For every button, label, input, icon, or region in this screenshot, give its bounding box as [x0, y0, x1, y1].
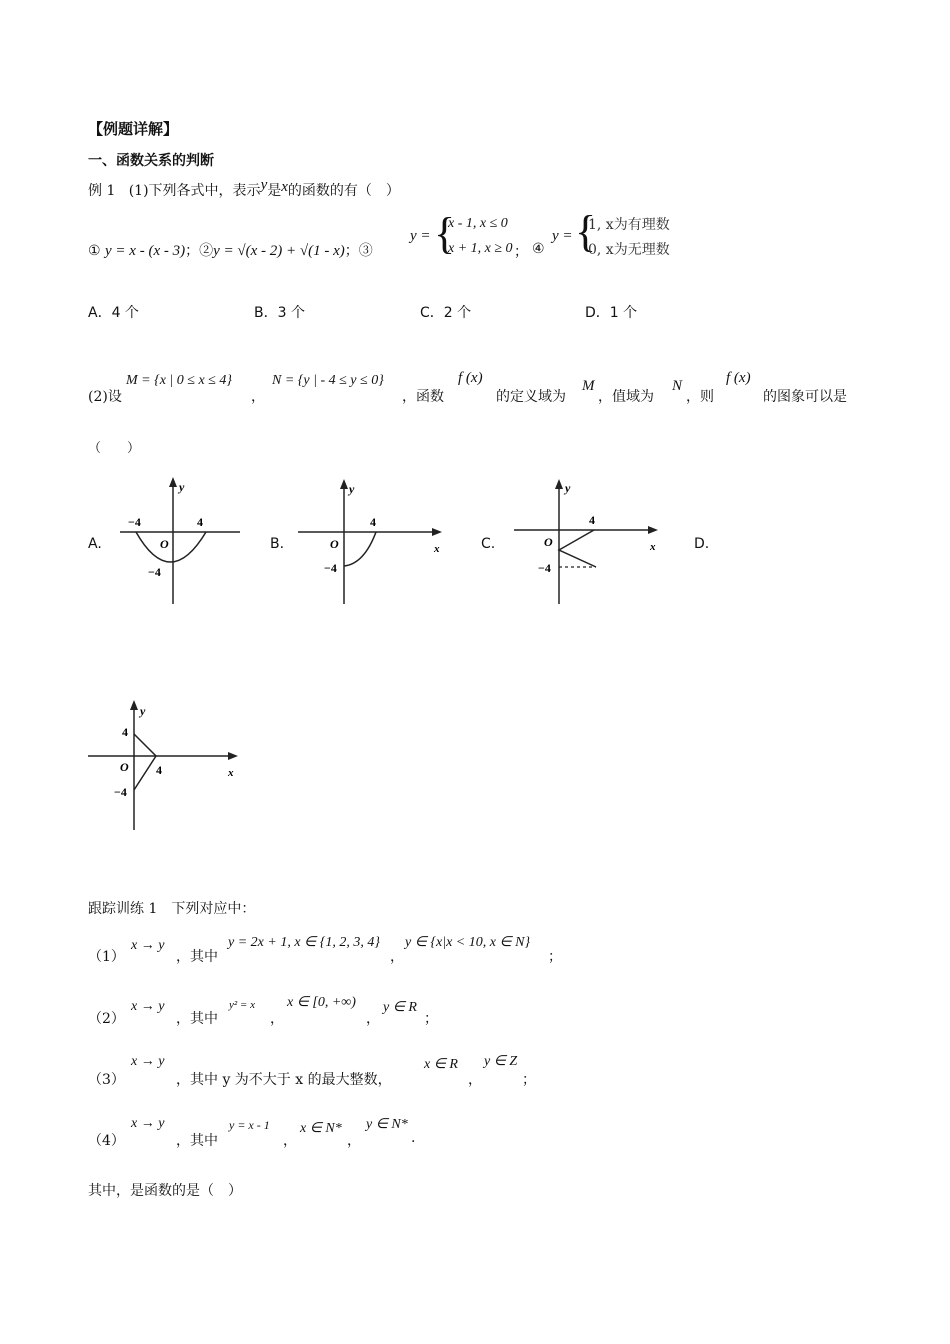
item3-separator: ； [514, 244, 528, 260]
q2-fx-2: f (x) [726, 370, 751, 386]
q2-set-m: M = {x | 0 ≤ x ≤ 4} [126, 373, 232, 388]
track-item-2-sep2: ， [366, 1011, 380, 1027]
graph-c-neg4: −4 [538, 561, 551, 575]
item4-case-1: 1, x为有理数 [588, 217, 670, 233]
item3-lhs: y = [410, 228, 431, 244]
item4-brace: { [575, 207, 597, 256]
track-item-3-number: （3） [88, 1072, 125, 1088]
q1-mid: 是 [267, 183, 282, 199]
graph-c-origin: O [544, 535, 553, 549]
track-item-3-expr-1: x ∈ R [424, 1057, 458, 1072]
track-item-4-text: ，其中 [176, 1133, 218, 1149]
graph-a-y-label: y [179, 480, 185, 494]
graph-b-neg4: −4 [324, 561, 337, 575]
track-item-4-expr-1: y = x - 1 [229, 1118, 270, 1132]
section-heading: 【例题详解】 [88, 120, 179, 138]
subsection-title: 一、函数关系的判断 [88, 153, 214, 169]
item4-lhs: y = [552, 228, 573, 244]
item3-number: ③ [358, 243, 373, 259]
track-item-4-expr-3: y ∈ N* [366, 1117, 408, 1132]
option-b: B．3 个 [254, 305, 305, 321]
q2-fx-1: f (x) [458, 370, 483, 386]
track-title: 跟踪训练 1 下列对应中： [88, 901, 256, 917]
example-question-1 [88, 177, 400, 200]
graph-c-pos4: 4 [589, 513, 595, 527]
track-item-2-expr-2: x ∈ [0, +∞) [287, 995, 356, 1010]
graph-d-neg4: −4 [114, 785, 127, 799]
q2-answer-paren: （ ） [88, 441, 141, 456]
graph-c-x-label: x [650, 541, 656, 553]
track-item-4-sep2: ， [347, 1133, 361, 1149]
graph-d-label: D. [694, 536, 710, 552]
track-item-2-expr-1: y² = x [229, 999, 255, 1011]
q2-text-graph: 的图象可以是 [763, 389, 847, 405]
track-item-2-map: x → y [131, 999, 165, 1014]
q2-var-m: M [582, 378, 595, 394]
graph-b-label: B. [270, 536, 285, 552]
item1-number: ① [88, 243, 101, 259]
graph-a [118, 472, 244, 608]
item4-case-2: 0, x为无理数 [588, 242, 670, 258]
track-item-3-sep: ， [468, 1072, 482, 1088]
item3-case-2: x + 1, x ≥ 0 [448, 241, 513, 256]
graph-b-origin: O [330, 537, 339, 551]
q2-text-function: ，函数 [402, 389, 444, 405]
item2-number: ② [199, 243, 214, 259]
graph-a-neg4-y: −4 [148, 565, 161, 579]
example-label: 例 1 [88, 183, 116, 199]
q2-prefix: (2)设 [88, 389, 122, 405]
track-item-3-text: ，其中 y 为不大于 x 的最大整数， [176, 1072, 392, 1088]
item-1 [88, 240, 373, 260]
track-item-3-expr-2: y ∈ Z [484, 1054, 518, 1069]
track-item-4-end: . [411, 1130, 416, 1146]
graph-c [512, 474, 662, 608]
graph-d-y-label: y [140, 704, 146, 718]
graph-b-x-label: x [434, 543, 440, 555]
track-item-1-text: ，其中 [176, 949, 218, 965]
track-item-2-end: ； [424, 1011, 438, 1027]
track-item-4-expr-2: x ∈ N* [300, 1121, 342, 1136]
track-item-2-sep: ， [270, 1011, 284, 1027]
option-d: D．1 个 [585, 305, 638, 321]
option-c: C．2 个 [420, 305, 472, 321]
q1-prefix: (1)下列各式中，表示 [128, 183, 261, 199]
track-item-4-number: （4） [88, 1133, 125, 1149]
track-item-4-sep: ， [283, 1133, 297, 1149]
track-item-1-end: ； [548, 949, 562, 965]
graph-a-pos4: 4 [197, 515, 203, 529]
graph-d-pos4-x: 4 [156, 763, 162, 777]
graph-a-origin: O [160, 537, 169, 551]
track-item-1-map: x → y [131, 938, 165, 953]
q2-text-range: ，值域为 [598, 389, 654, 405]
graph-b-y-label: y [349, 482, 355, 496]
item1-expression: y = x - (x - 3) [105, 243, 186, 259]
q1-suffix: 的函数的有（ ） [287, 183, 400, 199]
q2-var-n: N [672, 378, 683, 394]
q2-comma: ， [251, 389, 265, 405]
track-item-1-number: （1） [88, 949, 125, 965]
item2-expression: y = √(x - 2) + √(1 - x) [213, 243, 345, 259]
q1-x: x [281, 179, 288, 195]
track-item-3-map: x → y [131, 1054, 165, 1069]
track-item-3-end: ； [522, 1072, 536, 1088]
graph-a-neg4-x: −4 [128, 515, 141, 529]
track-item-2-number: （2） [88, 1011, 125, 1027]
item4-number: ④ [532, 241, 545, 257]
graph-a-label: A. [88, 536, 102, 552]
graph-d-pos4-y: 4 [122, 725, 128, 739]
track-item-2-expr-3: y ∈ R [383, 1000, 417, 1015]
q2-set-n: N = {y | - 4 ≤ y ≤ 0} [272, 373, 384, 388]
item1-separator: ； [185, 243, 200, 259]
track-item-2-text: ，其中 [176, 1011, 218, 1027]
item3-case-1: x - 1, x ≤ 0 [448, 216, 508, 231]
item3-brace: { [434, 209, 456, 258]
graph-c-label: C. [481, 536, 496, 552]
graph-b-pos4: 4 [370, 515, 376, 529]
item2-separator: ； [344, 243, 359, 259]
q2-text-then: ，则 [686, 389, 714, 405]
graph-d [86, 696, 242, 832]
graph-d-origin: O [120, 760, 129, 774]
track-item-1-expr-1: y = 2x + 1, x ∈ {1, 2, 3, 4} [228, 935, 380, 950]
q1-y: y [260, 177, 268, 193]
track-item-4-map: x → y [131, 1116, 165, 1131]
option-a: A．4 个 [88, 305, 139, 321]
graph-c-y-label: y [565, 481, 571, 495]
graph-d-x-label: x [228, 767, 234, 779]
q2-text-domain: 的定义域为 [496, 389, 566, 405]
track-item-1-expr-2: y ∈ {x|x < 10, x ∈ N} [405, 935, 531, 950]
graph-b [296, 474, 446, 608]
track-item-1-sep: ， [390, 949, 404, 965]
track-final-question: 其中，是函数的是（ ） [88, 1183, 242, 1199]
